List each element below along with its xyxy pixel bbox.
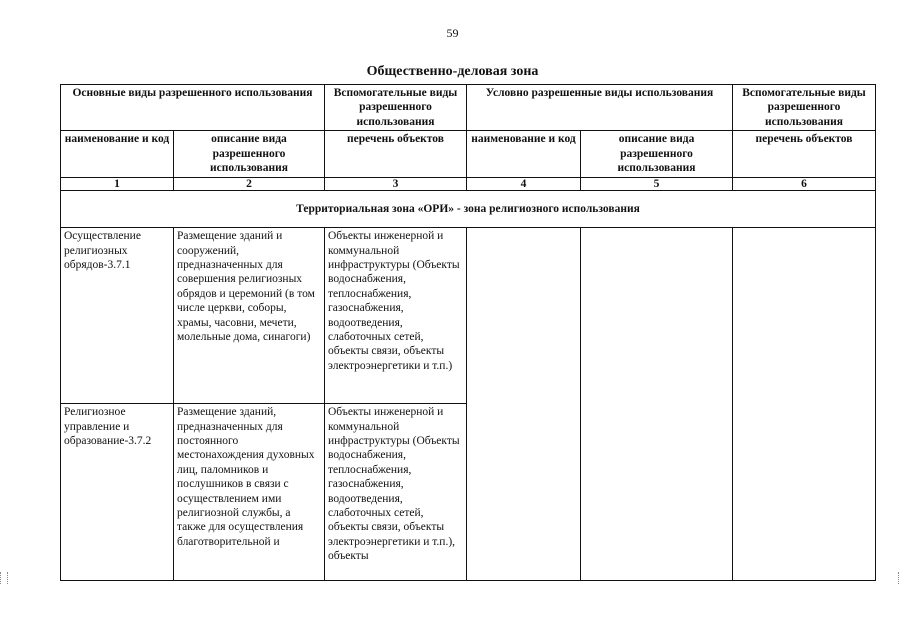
column-number: 1 — [61, 178, 174, 191]
column-number: 5 — [581, 178, 733, 191]
scan-edge-mark — [898, 572, 905, 584]
land-use-table — [60, 84, 876, 581]
page-number: 59 — [446, 26, 459, 40]
scan-edge-mark — [0, 572, 8, 584]
sub-header-row — [61, 131, 876, 178]
column-number: 3 — [325, 178, 467, 191]
empty-cell — [733, 228, 876, 581]
main-uses-header: Основные виды разрешенного использования — [61, 85, 325, 131]
table-row — [61, 228, 876, 404]
use-name-code: Религиозное управление и образование-3.7.2 — [61, 404, 174, 581]
use-description: Размещение зданий и сооружений, предназначенных для совершения религиозных обрядов и церемоний (в том числе церкви, соборы, храмы, часовни, мечети, молельные дома, синагоги) — [174, 228, 325, 404]
empty-cell — [581, 228, 733, 581]
conditional-uses-header: Условно разрешенные виды использования — [467, 85, 733, 131]
column-number: 2 — [174, 178, 325, 191]
group-header-row — [61, 85, 876, 131]
col-conditional-name-code-header: наименование и код — [467, 131, 581, 178]
auxiliary-uses-header: Вспомогательные виды разрешенного использования — [325, 85, 467, 131]
objects-list: Объекты инженерной и коммунальной инфраструктуры (Объекты водоснабжения, теплоснабжения, газоснабжения, водоотведения, слаботочных сетей, объекты связи, объекты электроэнергетики и т.п.) — [325, 228, 467, 404]
conditional-auxiliary-uses-header: Вспомогательные виды разрешенного использования — [733, 85, 876, 131]
col-objects-header: перечень объектов — [325, 131, 467, 178]
col-conditional-objects-header: перечень объектов — [733, 131, 876, 178]
empty-cell — [467, 228, 581, 581]
zone-heading-row — [61, 191, 876, 228]
page-title: Общественно-деловая зона — [366, 64, 539, 79]
zone-heading: Территориальная зона «ОРИ» - зона религиозного использования — [61, 191, 876, 228]
objects-list: Объекты инженерной и коммунальной инфраструктуры (Объекты водоснабжения, теплоснабжения, газоснабжения, водоотведения, слаботочных сетей, объекты связи, объекты электроэнергетики и т.п.), объекты — [325, 404, 467, 581]
use-description: Размещение зданий, предназначенных для постоянного местонахождения духовных лиц, паломников и послушников в связи с осуществлением ими религиозной службы, а также для осуществления благотворительной и — [174, 404, 325, 581]
col-description-header: описание вида разрешенного использования — [174, 131, 325, 178]
column-number: 4 — [467, 178, 581, 191]
column-number-row — [61, 178, 876, 191]
column-number: 6 — [733, 178, 876, 191]
col-conditional-description-header: описание вида разрешенного использования — [581, 131, 733, 178]
use-name-code: Осуществление религиозных обрядов-3.7.1 — [61, 228, 174, 404]
col-name-code-header: наименование и код — [61, 131, 174, 178]
